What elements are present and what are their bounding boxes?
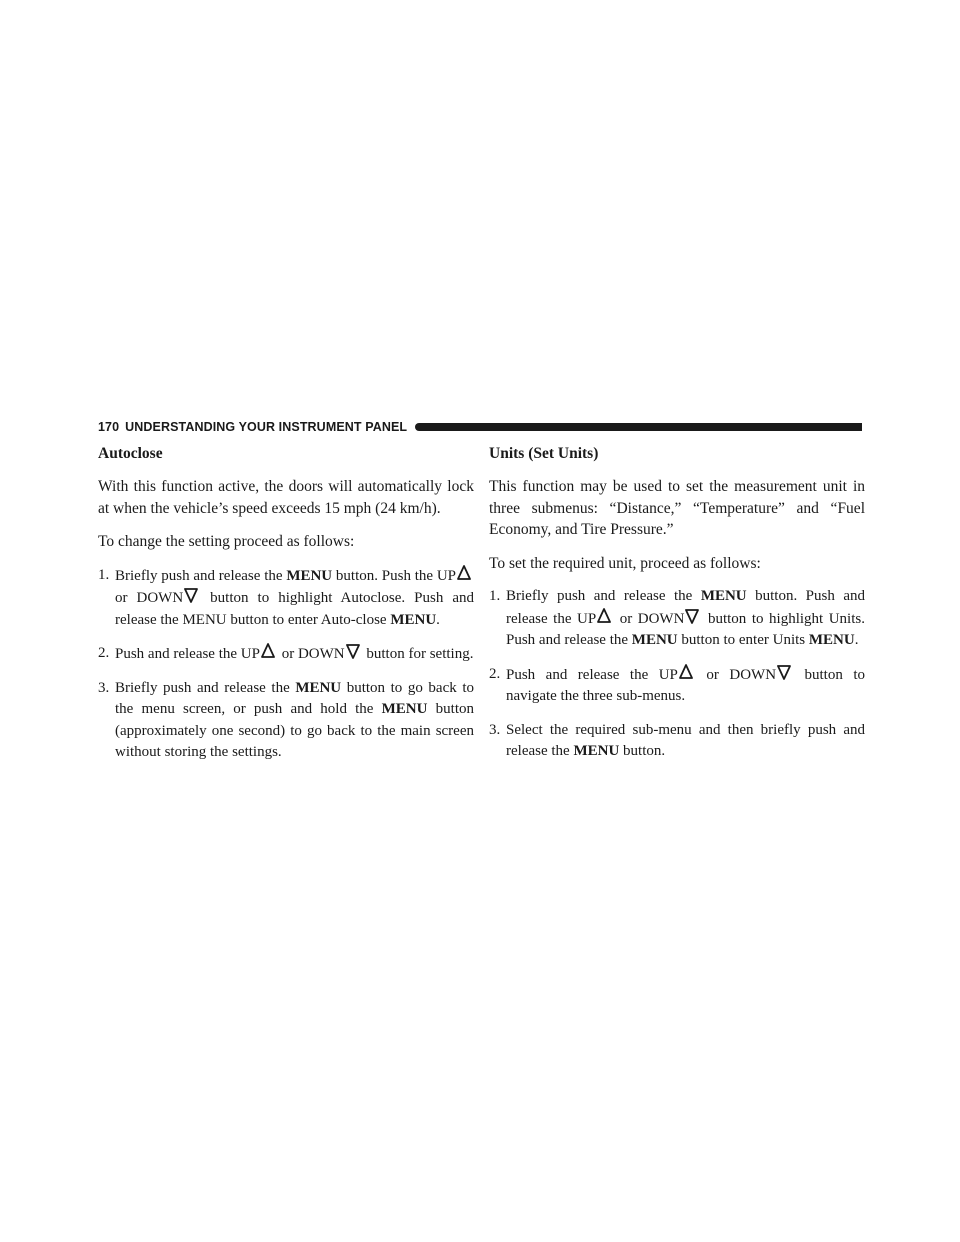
autoclose-heading: Autoclose: [98, 445, 163, 462]
section-title: UNDERSTANDING YOUR INSTRUMENT PANEL: [125, 420, 408, 434]
step-text: button. Push and release the UP: [506, 588, 865, 627]
list-item: [98, 678, 474, 764]
left-column: [98, 443, 474, 776]
step-number: 1.: [98, 566, 110, 583]
step-number: 3.: [98, 679, 110, 696]
down-arrow-icon: [184, 587, 198, 603]
header-rule: [415, 423, 862, 431]
units-intro: This function may be used to set the measurement unit in three submenus: “Distance,” “Temperature” and “Fuel Economy, and Tire Pressure.”: [489, 478, 865, 538]
up-arrow-icon: [597, 608, 611, 624]
list-item: [489, 586, 865, 652]
down-arrow-icon: [777, 664, 791, 680]
step-text: Briefly push and release the: [115, 567, 287, 584]
step-text: button to go back to the menu screen, or push and hold the: [115, 679, 474, 717]
step-text: button to enter Units: [677, 632, 809, 648]
step-text: button to highlight Units. Push and release the: [506, 610, 865, 648]
step-text: .: [436, 611, 440, 628]
step-number: 2.: [98, 645, 110, 661]
step-text: or DOWN: [277, 646, 345, 662]
menu-keyword: MENU: [700, 588, 747, 604]
step-text: Push and release the UP: [506, 666, 678, 683]
step-text: Briefly push and release the: [506, 588, 701, 604]
units-steps: [489, 586, 865, 763]
step-number: 1.: [489, 588, 501, 604]
step-text: Briefly push and release the: [115, 679, 296, 696]
down-arrow-icon: [685, 608, 699, 624]
step-text: button for setting.: [362, 646, 474, 662]
units-lead: To set the required unit, proceed as follows:: [489, 554, 761, 572]
menu-keyword: MENU: [631, 632, 678, 648]
menu-keyword: MENU: [295, 679, 342, 696]
menu-keyword: MENU: [808, 632, 855, 648]
step-text: button to navigate the three sub-menus.: [506, 666, 865, 704]
right-column: [489, 443, 865, 775]
page-number: 170: [98, 420, 120, 434]
up-arrow-icon: [457, 565, 471, 581]
menu-keyword: MENU: [573, 743, 620, 759]
autoclose-intro: With this function active, the doors will automatically lock at when the vehicle’s speed exceeds 15 mph (24 km/h).: [98, 478, 474, 517]
autoclose-steps: [98, 565, 474, 764]
step-text: or DOWN: [695, 666, 777, 683]
page-header: [98, 418, 862, 436]
menu-keyword: MENU: [381, 701, 428, 717]
up-arrow-icon: [261, 643, 275, 659]
down-arrow-icon: [346, 643, 360, 659]
autoclose-lead: To change the setting proceed as follows:: [98, 533, 355, 550]
step-text: or DOWN: [614, 610, 685, 627]
step-text: button. Push the UP: [332, 567, 456, 584]
up-arrow-icon: [679, 664, 693, 680]
step-text: or DOWN: [115, 590, 184, 606]
list-item: [489, 720, 865, 763]
units-heading: Units (Set Units): [489, 445, 599, 462]
step-number: 3.: [489, 721, 501, 738]
step-text: button to highlight Autoclose. Push and release the MENU button to enter Auto-close: [115, 590, 474, 628]
list-item: [98, 565, 474, 632]
step-text: button (approximately one second) to go back to the main screen without storing the settings.: [115, 701, 474, 760]
menu-keyword: MENU: [390, 611, 437, 628]
step-text: .: [854, 632, 859, 648]
step-text: button.: [619, 743, 666, 759]
step-text: Select the required sub-menu and then briefly push and release the: [506, 721, 865, 759]
list-item: [489, 664, 865, 708]
step-text: Push and release the UP: [115, 646, 260, 662]
menu-keyword: MENU: [286, 567, 333, 584]
header-text: [98, 420, 407, 434]
step-number: 2.: [489, 665, 501, 682]
list-item: [98, 643, 474, 666]
